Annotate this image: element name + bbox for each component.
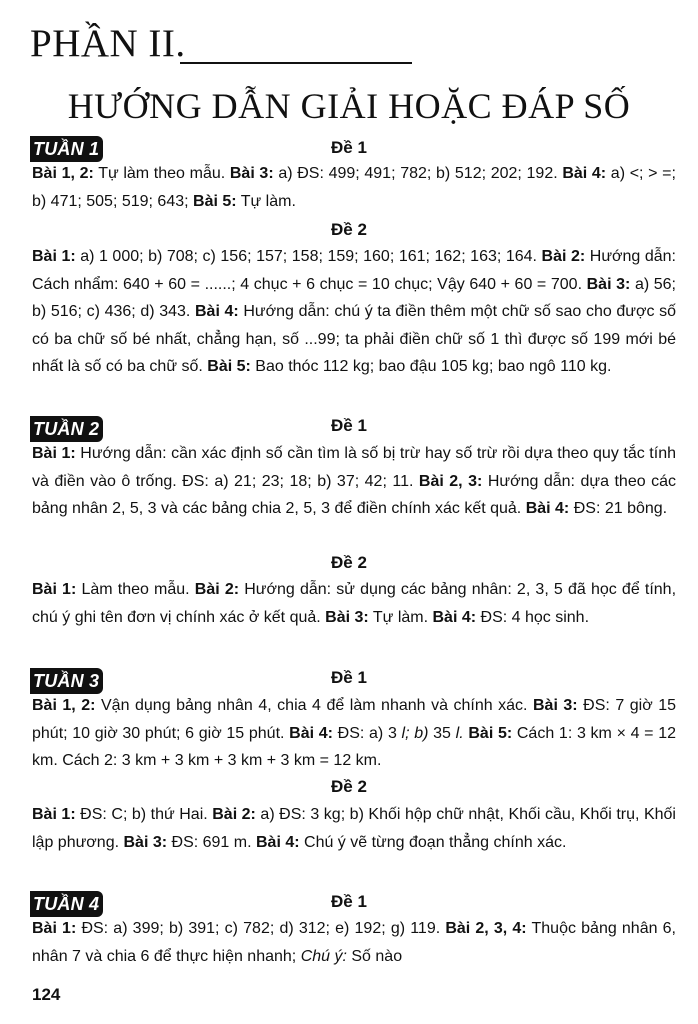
exercise-label: Bài 5: xyxy=(468,724,513,742)
exercise-label: Bài 2: xyxy=(541,248,586,265)
heading-rule xyxy=(180,62,412,64)
exercise-label: Bài 3: xyxy=(229,165,274,182)
answer-text: ĐS: C; b) thứ Hai. xyxy=(75,806,213,823)
exercise-label: Bài 1: xyxy=(32,581,77,598)
exercise-label: Bài 2, 3: xyxy=(418,472,483,490)
exercise-label: Bài 5: xyxy=(207,358,251,375)
week-3-test-2-heading: Đề 2 xyxy=(331,777,367,796)
week-1-test-2-text xyxy=(32,243,676,381)
exercise-label: Bài 1: xyxy=(32,806,76,823)
week-2-test-1-heading: Đề 1 xyxy=(331,416,367,435)
answer-text: l. xyxy=(455,724,464,742)
week-2-test-1-text xyxy=(32,440,676,523)
exercise-label: Bài 4: xyxy=(432,608,477,626)
answer-text: Số nào xyxy=(346,947,403,965)
part-heading: PHẦN II. xyxy=(30,22,186,65)
exercise-label: Bài 3: xyxy=(586,275,631,293)
week-3-test-2-text xyxy=(32,801,676,856)
answer-text: Hướng dẫn: chú ý ta điền thêm một chữ số sao cho được số có ba chữ số bé nhất, chẳng hạn, số ...99; ta phải điền chữ số 1 thì được số 199 mới bé nhất là số có ba chữ số. xyxy=(32,303,676,375)
exercise-label: Bài 1: xyxy=(32,445,76,462)
week-2-test-2-text xyxy=(32,576,676,631)
exercise-label: Bài 1: xyxy=(32,920,77,937)
exercise-label: Bài 1, 2: xyxy=(32,697,96,714)
answer-text: Hướng dẫn: sử dụng các bảng nhân: 2, 3, 5 đã học để tính, chú ý ghi tên đơn vị chính xác ở kết quả. xyxy=(32,581,677,626)
answer-text: ĐS: 7 giờ 15 phút; 10 giờ 30 phút; 6 giờ 15 phút. xyxy=(32,697,677,742)
week-3-badge: TUẦN 3 xyxy=(30,668,103,694)
answer-text: Chú ý vẽ từng đoạn thẳng chính xác. xyxy=(299,833,567,851)
exercise-label: Bài 3: xyxy=(325,608,369,626)
answer-text: a) 1 000; b) 708; c) 156; 157; 158; 159; 160; 161; 162; 163; 164. xyxy=(75,248,542,265)
exercise-label: Bài 4: xyxy=(525,500,570,517)
week-2-badge: TUẦN 2 xyxy=(30,416,103,442)
answer-text: Hướng dẫn: cần xác định số cần tìm là số bị trừ hay số trừ rồi dựa theo quy tắc tính và điền vào ô trống. ĐS: a) 21; 23; 18; b) 37; 42; 11. xyxy=(32,445,676,490)
answer-text: a) ĐS: 3 kg; b) Khối hộp chữ nhật, Khối cầu, Khối trụ, Khối lập phương. xyxy=(32,806,676,851)
week-2-test-2-heading: Đề 2 xyxy=(331,553,367,572)
answer-text: a) ĐS: 499; 491; 782; b) 512; 202; 192. xyxy=(273,165,563,182)
exercise-label: Bài 4: xyxy=(194,303,239,320)
week-4-test-1-heading: Đề 1 xyxy=(331,892,367,911)
exercise-label: Bài 1: xyxy=(32,248,76,265)
week-1-test-1-text xyxy=(32,160,676,215)
answer-text: ĐS: 21 bông. xyxy=(569,500,668,517)
week-3-test-1-text xyxy=(32,692,676,775)
exercise-label: Bài 4: xyxy=(289,724,333,742)
answer-text: a) 56; b) 516; c) 436; d) 343. xyxy=(32,275,677,320)
exercise-label: Bài 3: xyxy=(533,697,578,714)
page-number: 124 xyxy=(32,985,61,1004)
exercise-label: Bài 2: xyxy=(212,806,256,823)
answer-text: ĐS: a) 3 xyxy=(332,724,402,742)
answer-text: Tự làm. xyxy=(368,608,433,626)
page-title: HƯỚNG DẪN GIẢI HOẶC ĐÁP SỐ xyxy=(67,86,631,126)
week-4-test-1-text xyxy=(32,915,676,970)
week-1-test-1-heading: Đề 1 xyxy=(331,138,367,157)
answer-text: Tự làm. xyxy=(236,192,296,210)
exercise-label: Bài 2, 3, 4: xyxy=(445,920,527,937)
answer-text: Cách 1: 3 km × 4 = 12 km. Cách 2: 3 km + 3 km + 3 km + 3 km = 12 km. xyxy=(32,724,677,769)
answer-text: Bao thóc 112 kg; bao đậu 105 kg; bao ngô 110 kg. xyxy=(250,358,612,375)
exercise-label: Bài 4: xyxy=(562,165,607,182)
week-1-test-2-heading: Đề 2 xyxy=(331,220,367,239)
exercise-label: Bài 5: xyxy=(193,192,237,210)
answer-text: Hướng dẫn: Cách nhẩm: 640 + 60 = ......; 4 chục + 6 chục = 10 chục; Vậy 640 + 60 = 700. xyxy=(32,248,676,293)
week-4-badge: TUẦN 4 xyxy=(30,891,103,917)
answer-text: Làm theo mẫu. xyxy=(76,581,195,598)
answer-text: a) <; > =; b) 471; 505; 519; 643; xyxy=(32,165,676,210)
answer-text: 35 xyxy=(428,724,456,742)
exercise-label: Bài 2: xyxy=(194,581,240,598)
answer-text: Hướng dẫn: dựa theo các bảng nhân 2, 5, 3 và các bảng chia 2, 5, 3 để điền chính xác kết quả. xyxy=(32,472,676,517)
answer-text: Tự làm theo mẫu. xyxy=(93,165,230,182)
answer-text: ĐS: a) 399; b) 391; c) 782; d) 312; e) 192; g) 119. xyxy=(76,920,446,937)
exercise-label: Bài 3: xyxy=(123,833,168,851)
answer-text: Vận dụng bảng nhân 4, chia 4 để làm nhanh và chính xác. xyxy=(95,697,533,714)
answer-text: ĐS: 691 m. xyxy=(167,833,256,851)
answer-text: Thuộc bảng nhân 6, nhân 7 và chia 6 để thực hiện nhanh; xyxy=(32,920,676,965)
exercise-label: Bài 1, 2: xyxy=(32,165,94,182)
answer-text: Chú ý: xyxy=(300,947,347,965)
week-3-test-1-heading: Đề 1 xyxy=(331,668,367,687)
answer-text: ĐS: 4 học sinh. xyxy=(476,608,590,626)
exercise-label: Bài 4: xyxy=(255,833,300,851)
answer-text: l; b) xyxy=(401,724,429,742)
week-1-badge: TUẦN 1 xyxy=(30,136,103,162)
